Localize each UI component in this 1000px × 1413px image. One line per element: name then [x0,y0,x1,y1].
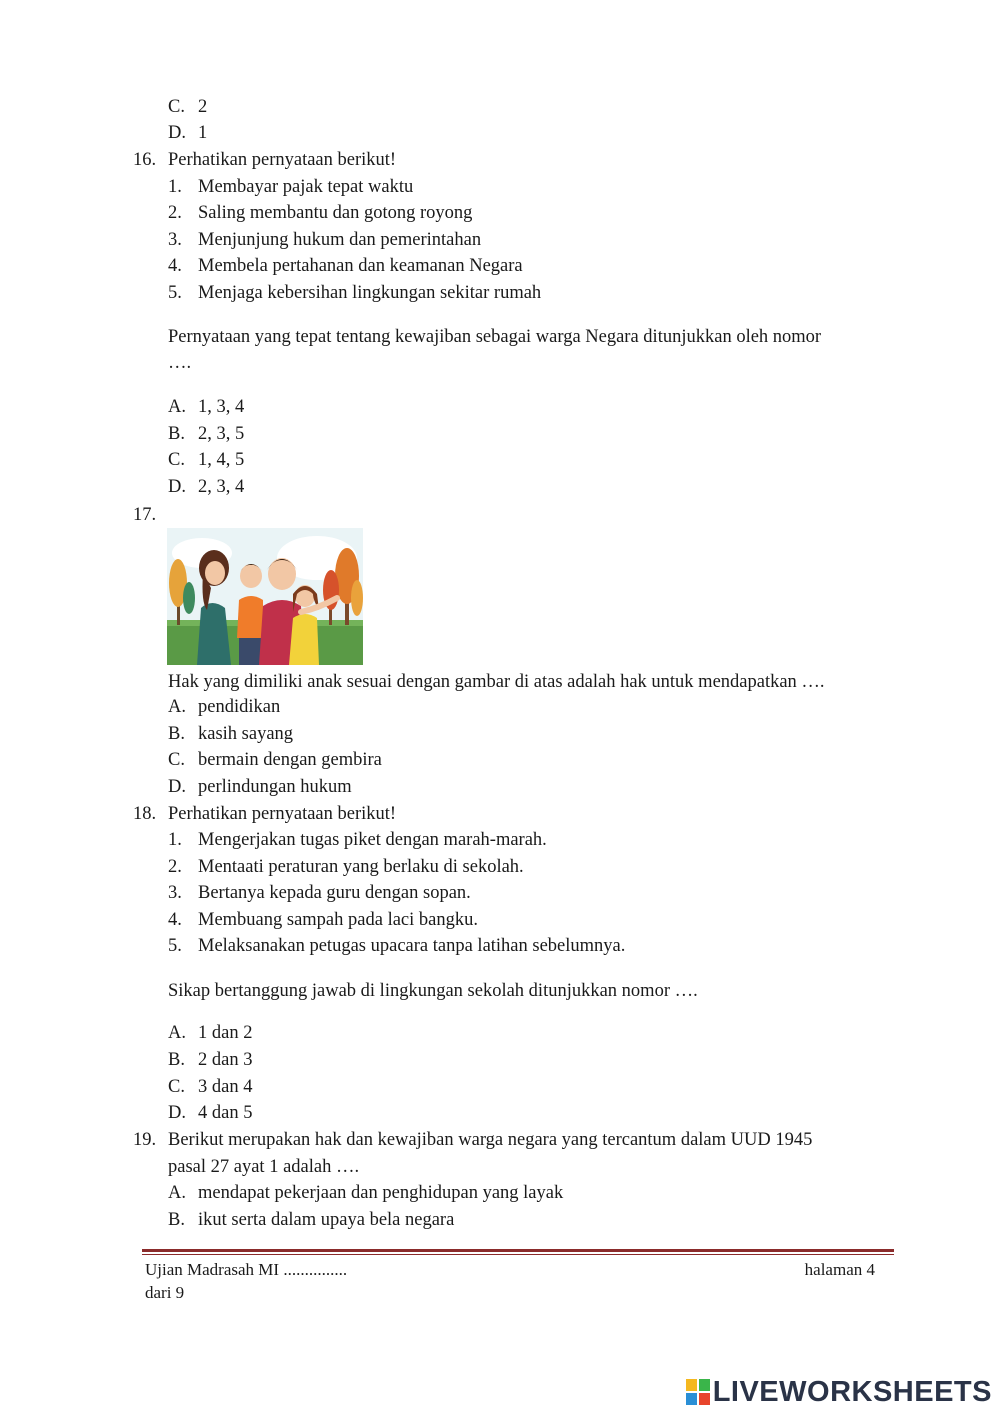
q16-item-4-num: 4. [168,256,182,276]
q16-option-d-text[interactable]: 2, 3, 4 [198,477,245,497]
q17-option-c-letter: C. [168,750,185,770]
q18-item-4-num: 4. [168,910,182,930]
family-illustration [167,528,363,665]
q19-option-b-text[interactable]: ikut serta dalam upaya bela negara [198,1210,455,1230]
q18-question: Sikap bertanggung jawab di lingkungan sekolah ditunjukkan nomor …. [168,981,698,1001]
q16-item-3-num: 3. [168,230,182,250]
q18-item-4: Membuang sampah pada laci bangku. [198,910,478,930]
q17-option-a-text[interactable]: pendidikan [198,697,281,717]
q18-option-d-letter: D. [168,1103,186,1123]
q16-item-2-num: 2. [168,203,182,223]
q19-option-a-letter: A. [168,1183,186,1203]
q19-question-line1: Berikut merupakan hak dan kewajiban warga negara yang tercantum dalam UUD 1945 [168,1130,813,1150]
q15-option-c-text: 2 [198,97,208,117]
q16-option-b-text[interactable]: 2, 3, 5 [198,424,245,444]
q16-option-b-letter: B. [168,424,185,444]
q16-item-5: Menjaga kebersihan lingkungan sekitar rumah [198,283,542,303]
q16-item-5-num: 5. [168,283,182,303]
q17-option-b-text[interactable]: kasih sayang [198,724,294,744]
q18-item-3-num: 3. [168,883,182,903]
q18-item-2: Mentaati peraturan yang berlaku di sekolah. [198,857,524,877]
q16-item-4: Membela pertahanan dan keamanan Negara [198,256,523,276]
q16-item-2: Saling membantu dan gotong royong [198,203,473,223]
footer-rule-thin [142,1254,894,1255]
q17-option-c-text[interactable]: bermain dengan gembira [198,750,382,770]
q18-prompt: Perhatikan pernyataan berikut! [168,804,397,824]
q16-option-c-letter: C. [168,450,185,470]
q15-option-d-text: 1 [198,123,208,143]
q18-option-c-letter: C. [168,1077,185,1097]
q16-option-a-text[interactable]: 1, 3, 4 [198,397,245,417]
q18-item-5: Melaksanakan petugas upacara tanpa latihan sebelumnya. [198,936,626,956]
q18-option-a-letter: A. [168,1023,186,1043]
q16-option-a-letter: A. [168,397,186,417]
q18-option-b-text[interactable]: 2 dan 3 [198,1050,253,1070]
q18-option-c-text[interactable]: 3 dan 4 [198,1077,253,1097]
q18-item-5-num: 5. [168,936,182,956]
q16-item-1-num: 1. [168,177,182,197]
footer-page-total: dari 9 [145,1283,185,1302]
q17-number: 17. [133,505,157,525]
q17-option-d-text[interactable]: perlindungan hukum [198,777,352,797]
q17-option-a-letter: A. [168,697,186,717]
q16-number: 16. [133,150,157,170]
family-illustration-svg [167,528,363,665]
q18-item-1: Mengerjakan tugas piket dengan marah-marah. [198,830,547,850]
q18-item-1-num: 1. [168,830,182,850]
q16-question-line1: Pernyataan yang tepat tentang kewajiban sebagai warga Negara ditunjukkan oleh nomor [168,327,822,347]
q15-option-c-letter: C. [168,97,185,117]
liveworksheets-logo-icon [686,1379,710,1405]
q17-question: Hak yang dimiliki anak sesuai dengan gambar di atas adalah hak untuk mendapatkan …. [168,672,825,692]
q19-option-a-text[interactable]: mendapat pekerjaan dan penghidupan yang layak [198,1183,564,1203]
q18-option-b-letter: B. [168,1050,185,1070]
footer-rule-thick [142,1249,894,1252]
q19-option-b-letter: B. [168,1210,185,1230]
liveworksheets-wordmark: LIVEWORKSHEETS [712,1375,992,1408]
q16-option-c-text[interactable]: 1, 4, 5 [198,450,245,470]
q18-option-d-text[interactable]: 4 dan 5 [198,1103,253,1123]
q17-option-d-letter: D. [168,777,186,797]
liveworksheets-logo[interactable] [686,1377,992,1407]
q19-number: 19. [133,1130,157,1150]
q16-prompt: Perhatikan pernyataan berikut! [168,150,397,170]
footer-page-number: halaman 4 [804,1260,875,1279]
q16-option-d-letter: D. [168,477,186,497]
q16-question-line2: …. [168,353,192,373]
q19-question-line2: pasal 27 ayat 1 adalah …. [168,1157,360,1177]
footer-exam-title: Ujian Madrasah MI ............... [145,1260,348,1279]
q18-number: 18. [133,804,157,824]
q18-option-a-text[interactable]: 1 dan 2 [198,1023,253,1043]
q16-item-1: Membayar pajak tepat waktu [198,177,414,197]
q17-option-b-letter: B. [168,724,185,744]
q18-item-3: Bertanya kepada guru dengan sopan. [198,883,471,903]
q15-option-d-letter: D. [168,123,186,143]
q16-item-3: Menjunjung hukum dan pemerintahan [198,230,482,250]
q18-item-2-num: 2. [168,857,182,877]
